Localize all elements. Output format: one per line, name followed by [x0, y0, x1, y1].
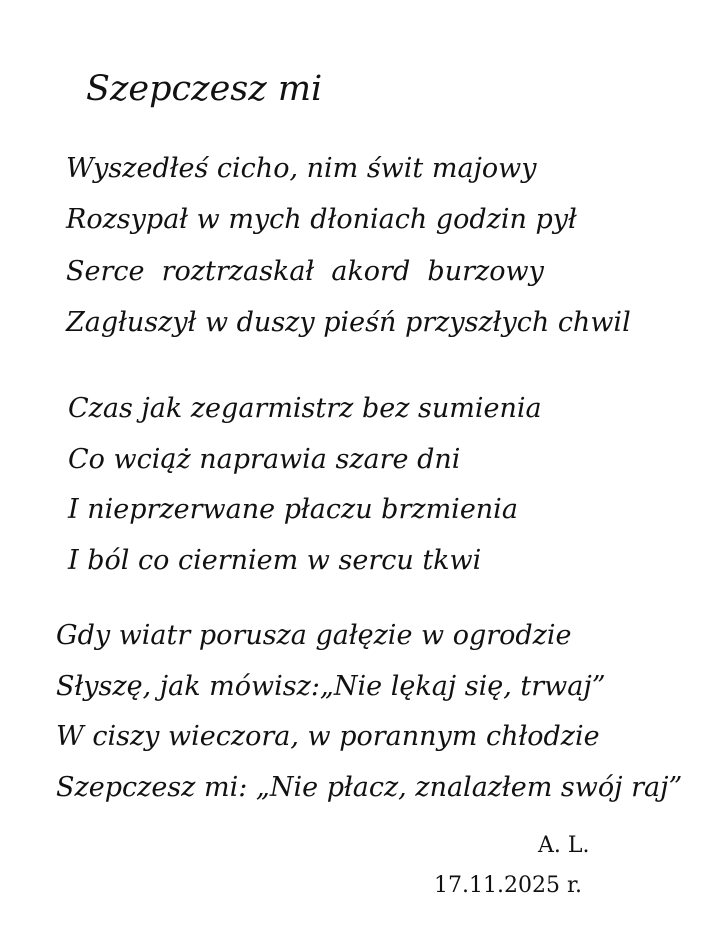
poem-date: 17.11.2025 r. [434, 873, 583, 898]
poem-line: Rozsypał w mych dłoniach godzin pył [66, 204, 577, 235]
author-initials: A. L. [538, 833, 590, 858]
poem-line: Wyszedłeś cicho, nim świt majowy [66, 153, 537, 184]
poem-line: W ciszy wieczora, w porannym chłodzie [56, 721, 600, 752]
poem-line: Czas jak zegarmistrz bez sumienia [68, 393, 542, 424]
poem-title: Szepczesz mi [86, 69, 323, 109]
poem-line: I nieprzerwane płaczu brzmienia [68, 494, 518, 525]
poem-line: Szepczesz mi: „Nie płacz, znalazłem swój raj” [56, 772, 683, 803]
poem-line: Serce roztrzaskał akord burzowy [66, 256, 544, 287]
poem-line: Słyszę, jak mówisz:„Nie lękaj się, trwaj” [56, 671, 606, 702]
poem-line: Co wciąż naprawia szare dni [68, 444, 461, 475]
poem-line: I ból co cierniem w sercu tkwi [68, 545, 482, 576]
poem-line: Zagłuszył w duszy pieśń przyszłych chwil [66, 307, 631, 338]
poem-line: Gdy wiatr porusza gałęzie w ogrodzie [56, 620, 572, 651]
